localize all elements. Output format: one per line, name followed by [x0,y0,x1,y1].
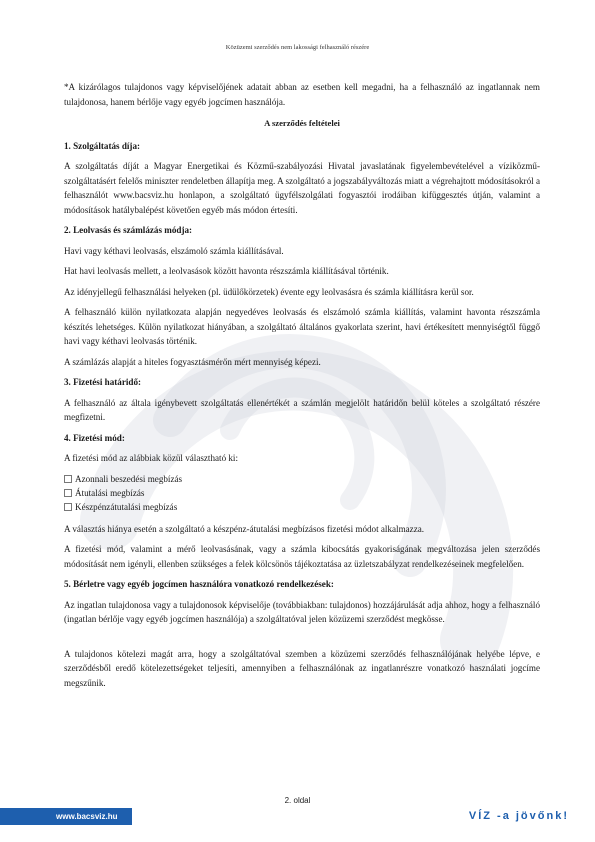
intro-note: *A kizárólagos tulajdonos vagy képviselőjének adatait abban az esetben kell megadni, ha a felhasználó az ingatlannak nem tulajdonosa, hanem bérlője vagy egyéb jogcímen használója. [64,82,540,107]
payment-option-label: Átutalási megbízás [75,487,145,498]
section-5-paragraph-1: Az ingatlan tulajdonosa vagy a tulajdonosok képviselője (továbbiakban: tulajdonos) hozzájárulását adja ahhoz, hogy a felhasználó (ingatlan bérlője vagy egyéb jogcímen használója) a szolgáltatóval jelen közüzemi szerződést megkösse. [64,599,540,624]
conditions-title: A szerződés feltételei [264,118,340,128]
section-2-paragraph-4: A felhasználó külön nyilatkozata alapján negyedéves leolvasás és elszámoló számla kiállítás, valamint havonta részszámla készítés lehetséges. Külön nyilatkozat hiányában, a szolgáltató általános gyakorlata szerint, havi értékesített mennyiségtől függő havi vagy kéthavi leolvasás történik. [64,307,540,346]
payment-option-label: Azonnali beszedési megbízás [75,473,183,484]
payment-options [64,472,540,514]
page-number: 2. oldal [284,796,311,805]
section-1-paragraph-1: A szolgáltatás díját a Magyar Energetikai és Közmű-szabályozási Hivatal javaslatának figyelembevételével a víziközmű-szolgáltatásért felelős miniszter rendeletben állapítja meg. A szolgáltató a jogszabályváltozás miatt a végrehajtott módosításokról a felhasználót www.bacsviz.hu honlapon, a szolgáltató ügyfélszolgálati fogyasztói irodáiban kifüggesztés útján, valamint a módosítások hatálybalépést követően egyéb más módon értesíti. [64,161,540,215]
section-2-paragraph-3: Az idényjellegű felhasználási helyeken (pl. üdülőkörzetek) évente egy leolvasásra és számla kiállításra kerül sor. [64,286,474,297]
section-5-title: 5. Bérletre vagy egyéb jogcímen használóra vonatkozó rendelkezések: [64,579,334,589]
checkbox-icon[interactable] [64,503,72,511]
footer-website-link[interactable]: www.bacsviz.hu [0,808,132,825]
section-5-paragraph-2: A tulajdonos kötelezi magát arra, hogy a szolgáltatóval szemben a közüzemi szerződés felhasználójának helyébe lépve, e szerződésből eredő kötelezettségeket teljesíti, amennyiben a felhasználónak az ingatlanrészre vonatkozó használati jogcíme megszűnik. [64,648,540,688]
checkbox-icon[interactable] [64,489,72,497]
document-body [64,80,540,696]
section-2-paragraph-2: Hat havi leolvasás mellett, a leolvasások között havonta részszámla kiállításával történik. [64,266,389,276]
section-4-paragraph-3: A fizetési mód, valamint a mérő leolvasásának, vagy a számla kibocsátás gyakoriságának megváltozása jelen szerződés módosítását nem igényli, ellenben szükséges a felek kölcsönös tájékoztatása az üzletszabályzat rendelkezéseinek megfelelően. [64,544,540,569]
section-3-paragraph-1: A felhasználó az általa igénybevett szolgáltatás ellenértékét a számlán megjelölt határidőn belül köteles a szolgáltató részére megfizetni. [64,397,540,422]
payment-option-label: Készpénzátutalási megbízás [75,501,178,512]
section-4-paragraph-2: A választás hiánya esetén a szolgáltató a készpénz-átutalási megbízásos fizetési módot alkalmazza. [64,523,425,534]
section-2-paragraph-5: A számlázás alapját a hiteles fogyasztásmérőn mért mennyiség képezi. [64,356,321,367]
section-2-title: 2. Leolvasás és számlázás módja: [64,225,193,235]
payment-option-direct-debit[interactable] [64,472,540,486]
payment-option-transfer[interactable] [64,486,540,500]
section-4-title: 4. Fizetési mód: [64,432,125,443]
section-1-title: 1. Szolgáltatás díja: [64,140,141,151]
section-2-paragraph-1: Havi vagy kéthavi leolvasás, elszámoló számla kiállításával. [64,245,284,256]
footer-slogan: VÍZ -a jövőnk! [468,810,569,822]
section-4-paragraph-1: A fizetési mód az alábbiak közül választható ki: [64,453,238,463]
checkbox-icon[interactable] [64,475,72,483]
section-3-title: 3. Fizetési határidő: [64,377,142,387]
payment-option-cash-transfer[interactable] [64,500,540,514]
page-header: Közüzemi szerződés nem lakossági felhasználó részére [225,44,370,51]
